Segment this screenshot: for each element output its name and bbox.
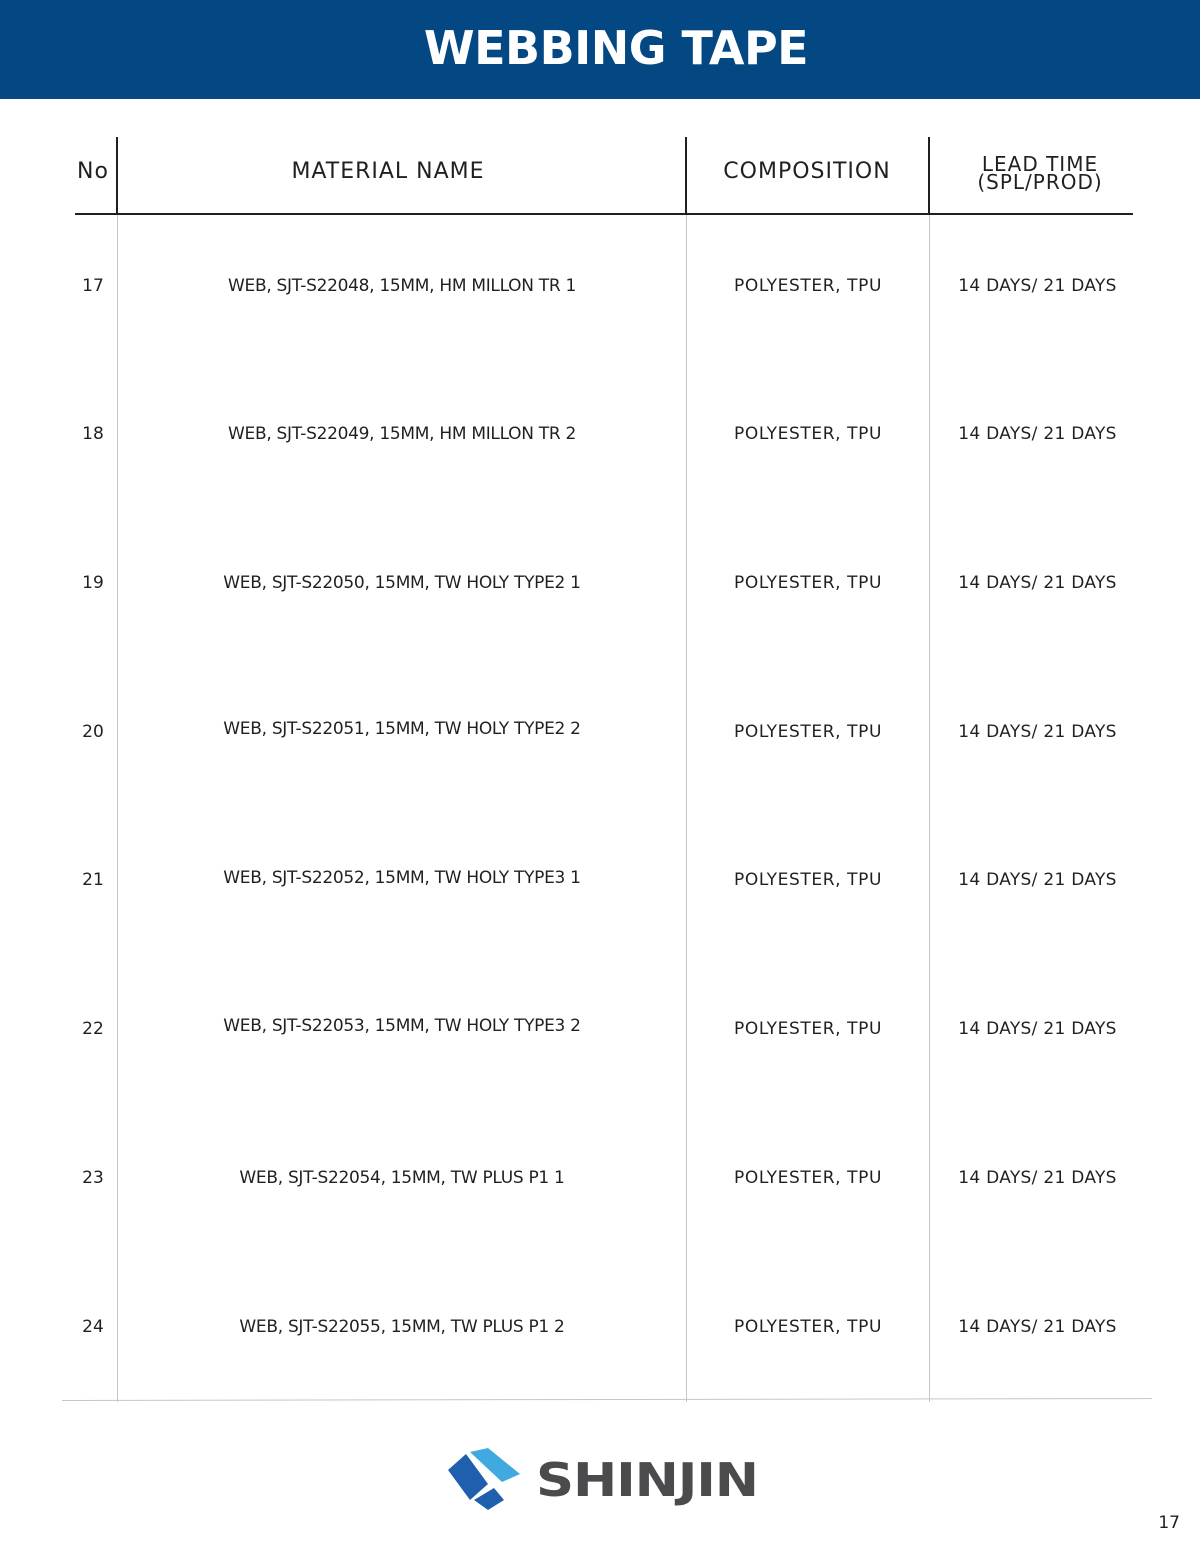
- page-title: WEBBING TAPE: [423, 21, 809, 75]
- column-header-lead-time: [935, 152, 1145, 194]
- cell-lead-time: 14 DAYS/ 21 DAYS: [958, 870, 1117, 890]
- cell-material-name: WEB, SJT-S22050, 15MM, TW HOLY TYPE2 1: [223, 573, 581, 593]
- column-divider: [928, 137, 930, 215]
- cell-composition: POLYESTER, TPU: [734, 276, 882, 296]
- cell-composition: POLYESTER, TPU: [734, 1317, 882, 1337]
- cell-lead-time: 14 DAYS/ 21 DAYS: [958, 1168, 1117, 1188]
- cell-lead-time: 14 DAYS/ 21 DAYS: [958, 276, 1117, 296]
- cell-composition: POLYESTER, TPU: [734, 573, 882, 593]
- cell-no: 19: [82, 573, 104, 593]
- table-bottom-rule: [62, 1398, 1152, 1401]
- logo-wordmark: SHINJIN: [536, 1453, 758, 1507]
- cell-no: 18: [82, 424, 104, 444]
- column-header-no: No: [77, 159, 109, 184]
- cell-no: 23: [82, 1168, 104, 1188]
- cell-lead-time: 14 DAYS/ 21 DAYS: [958, 573, 1117, 593]
- column-header-composition: COMPOSITION: [723, 159, 891, 184]
- shinjin-logo: [444, 1448, 764, 1514]
- cell-no: 22: [82, 1019, 104, 1039]
- column-header-lead-time-line1: LEAD TIME: [981, 152, 1099, 176]
- cell-material-name: WEB, SJT-S22048, 15MM, HM MILLON TR 1: [228, 276, 576, 296]
- cell-no: 24: [82, 1317, 104, 1337]
- column-header-lead-time-line2: (SPL/PROD): [977, 170, 1103, 194]
- column-divider: [686, 215, 687, 1402]
- title-banner: [0, 0, 1200, 99]
- cell-material-name: WEB, SJT-S22055, 15MM, TW PLUS P1 2: [239, 1317, 565, 1337]
- cell-composition: POLYESTER, TPU: [734, 870, 882, 890]
- column-header-material-name: MATERIAL NAME: [291, 159, 485, 184]
- header-underline: [75, 213, 1133, 215]
- cell-composition: POLYESTER, TPU: [734, 1019, 882, 1039]
- cell-composition: POLYESTER, TPU: [734, 424, 882, 444]
- cell-lead-time: 14 DAYS/ 21 DAYS: [958, 1317, 1117, 1337]
- cell-material-name: WEB, SJT-S22051, 15MM, TW HOLY TYPE2 2: [223, 719, 581, 739]
- cell-composition: POLYESTER, TPU: [734, 722, 882, 742]
- page-number: 17: [1158, 1513, 1180, 1533]
- cell-no: 20: [82, 722, 104, 742]
- cell-material-name: WEB, SJT-S22052, 15MM, TW HOLY TYPE3 1: [223, 868, 581, 888]
- cell-lead-time: 14 DAYS/ 21 DAYS: [958, 424, 1117, 444]
- column-divider: [117, 215, 118, 1402]
- cell-lead-time: 14 DAYS/ 21 DAYS: [958, 1019, 1117, 1039]
- cell-no: 21: [82, 870, 104, 890]
- cell-material-name: WEB, SJT-S22053, 15MM, TW HOLY TYPE3 2: [223, 1016, 581, 1036]
- shinjin-logo-icon: [444, 1448, 524, 1512]
- cell-composition: POLYESTER, TPU: [734, 1168, 882, 1188]
- cell-material-name: WEB, SJT-S22054, 15MM, TW PLUS P1 1: [239, 1168, 565, 1188]
- cell-material-name: WEB, SJT-S22049, 15MM, HM MILLON TR 2: [228, 424, 576, 444]
- cell-no: 17: [82, 276, 104, 296]
- column-divider: [929, 215, 930, 1402]
- cell-lead-time: 14 DAYS/ 21 DAYS: [958, 722, 1117, 742]
